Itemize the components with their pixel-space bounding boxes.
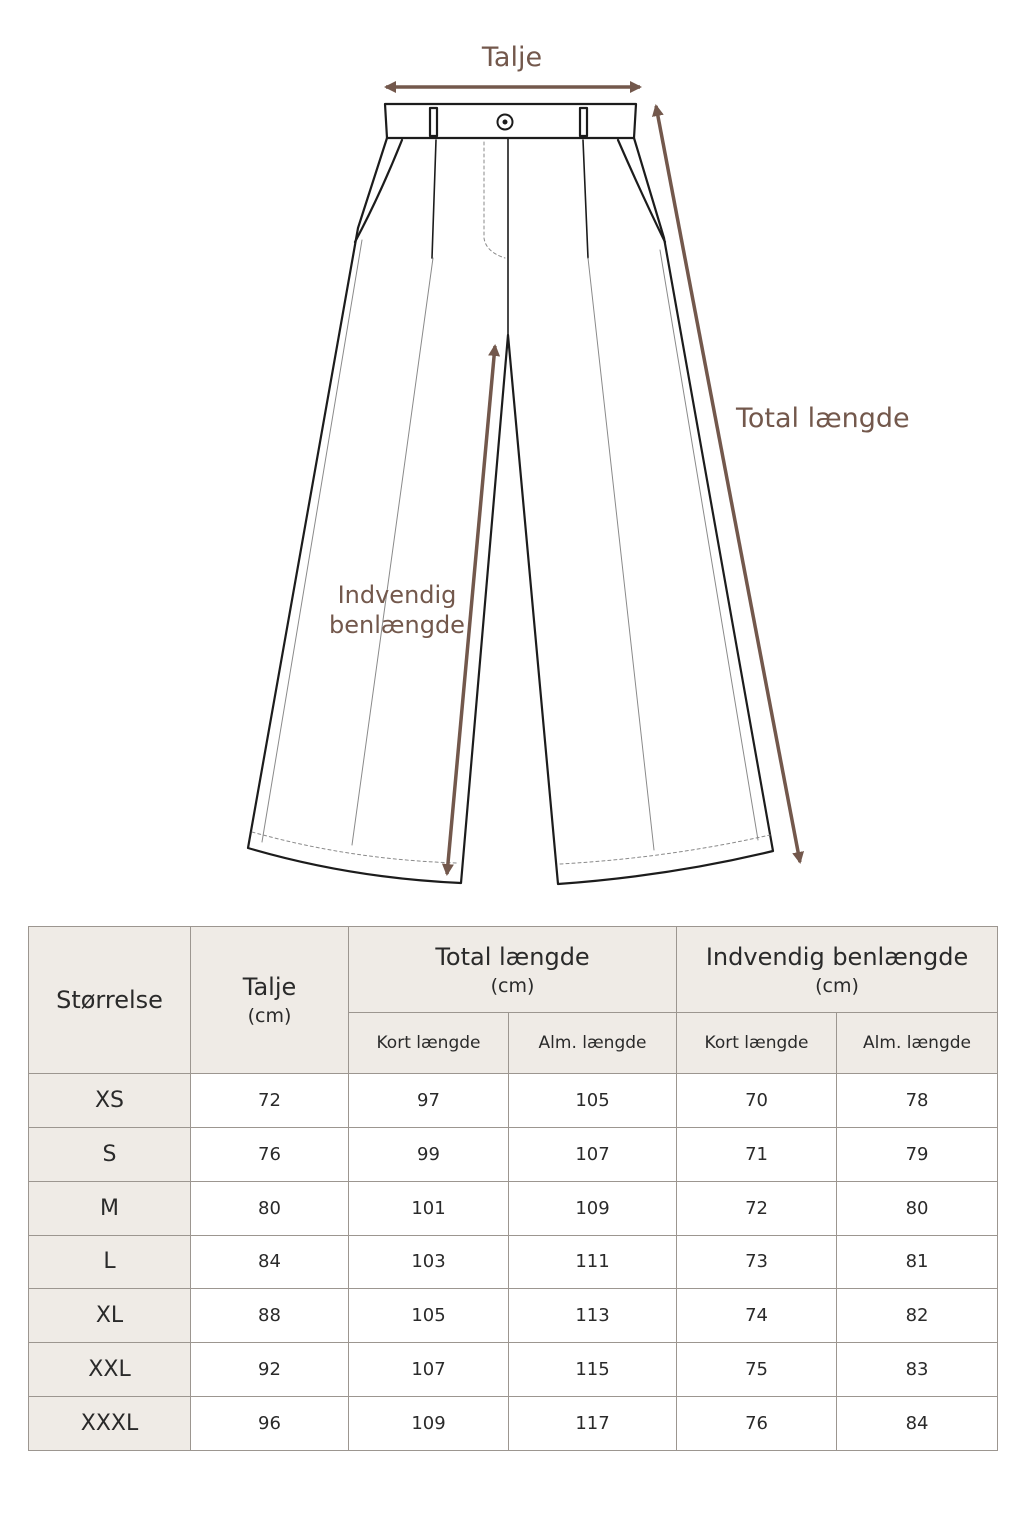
inseam-label (318, 580, 476, 640)
total-regular-cell: 107 (509, 1127, 677, 1181)
waist-cell: 92 (191, 1343, 349, 1397)
measure-arrows (386, 87, 800, 874)
waist-cell: 96 (191, 1397, 349, 1451)
table-row (29, 1343, 998, 1397)
inseam-short-cell: 74 (677, 1289, 837, 1343)
total-length-arrow (656, 106, 800, 862)
inseam-regular-cell: 84 (837, 1397, 998, 1451)
inseam-regular-cell: 83 (837, 1343, 998, 1397)
header-total-length-label: Total længde (435, 942, 590, 971)
header-waist-unit: (cm) (247, 1005, 292, 1027)
total-short-cell: 101 (349, 1181, 509, 1235)
belt-loop-left (430, 108, 437, 136)
size-cell: XL (29, 1289, 191, 1343)
waist-cell: 84 (191, 1235, 349, 1289)
total-short-cell: 107 (349, 1343, 509, 1397)
inseam-label-line2: benlængde (329, 611, 465, 639)
total-length-label: Total længde (736, 403, 910, 434)
inseam-short-cell: 71 (677, 1127, 837, 1181)
inseam-short-cell: 70 (677, 1074, 837, 1128)
total-short-cell: 105 (349, 1289, 509, 1343)
size-cell: XXL (29, 1343, 191, 1397)
total-regular-cell: 113 (509, 1289, 677, 1343)
table-row (29, 1181, 998, 1235)
inseam-regular-cell: 80 (837, 1181, 998, 1235)
header-waist-label: Talje (242, 973, 297, 1001)
subheader-inseam-regular: Alm. længde (837, 1013, 998, 1074)
total-regular-cell: 105 (509, 1074, 677, 1128)
trousers-body (248, 138, 773, 884)
size-cell: S (29, 1127, 191, 1181)
inseam-short-cell: 72 (677, 1181, 837, 1235)
table-row (29, 1397, 998, 1451)
inseam-short-cell: 73 (677, 1235, 837, 1289)
header-size (29, 927, 191, 1074)
waist-cell: 72 (191, 1074, 349, 1128)
header-total-length (349, 927, 677, 1013)
size-table (28, 926, 998, 1451)
size-cell: XXXL (29, 1397, 191, 1451)
table-row (29, 1127, 998, 1181)
table-row (29, 1235, 998, 1289)
inseam-short-cell: 76 (677, 1397, 837, 1451)
inseam-regular-cell: 82 (837, 1289, 998, 1343)
subheader-total-short: Kort længde (349, 1013, 509, 1074)
side-line-left (262, 240, 362, 842)
header-inseam (677, 927, 998, 1013)
subheader-inseam-short: Kort længde (677, 1013, 837, 1074)
side-line-right (660, 250, 758, 840)
button-icon (498, 115, 513, 130)
inseam-regular-cell: 81 (837, 1235, 998, 1289)
total-regular-cell: 109 (509, 1181, 677, 1235)
pleat-right (583, 140, 588, 258)
table-row (29, 1074, 998, 1128)
size-cell: M (29, 1181, 191, 1235)
pleat-left (432, 140, 436, 258)
total-short-cell: 97 (349, 1074, 509, 1128)
inseam-label-line1: Indvendig (337, 581, 457, 609)
total-short-cell: 109 (349, 1397, 509, 1451)
total-short-cell: 99 (349, 1127, 509, 1181)
size-cell: L (29, 1235, 191, 1289)
table-row (29, 1289, 998, 1343)
crease-right (588, 258, 654, 850)
fly-stitch (484, 142, 505, 258)
belt-loop-right (580, 108, 587, 136)
header-waist (191, 927, 349, 1074)
header-inseam-label: Indvendig benlængde (705, 942, 969, 971)
waist-label: Talje (481, 42, 543, 73)
inseam-short-cell: 75 (677, 1343, 837, 1397)
size-cell: XS (29, 1074, 191, 1128)
pocket-left (355, 140, 402, 242)
crease-left (352, 258, 433, 845)
trousers-outline (248, 104, 773, 884)
header-size-label: Størrelse (56, 986, 163, 1014)
total-regular-cell: 117 (509, 1397, 677, 1451)
inseam-regular-cell: 78 (837, 1074, 998, 1128)
header-inseam-unit: (cm) (815, 974, 859, 997)
total-regular-cell: 115 (509, 1343, 677, 1397)
total-regular-cell: 111 (509, 1235, 677, 1289)
waist-cell: 88 (191, 1289, 349, 1343)
header-total-length-unit: (cm) (490, 974, 535, 997)
total-short-cell: 103 (349, 1235, 509, 1289)
inseam-regular-cell: 79 (837, 1127, 998, 1181)
subheader-total-regular: Alm. længde (509, 1013, 677, 1074)
waist-cell: 76 (191, 1127, 349, 1181)
pocket-right (618, 140, 665, 242)
trousers-details (252, 142, 770, 864)
waist-cell: 80 (191, 1181, 349, 1235)
